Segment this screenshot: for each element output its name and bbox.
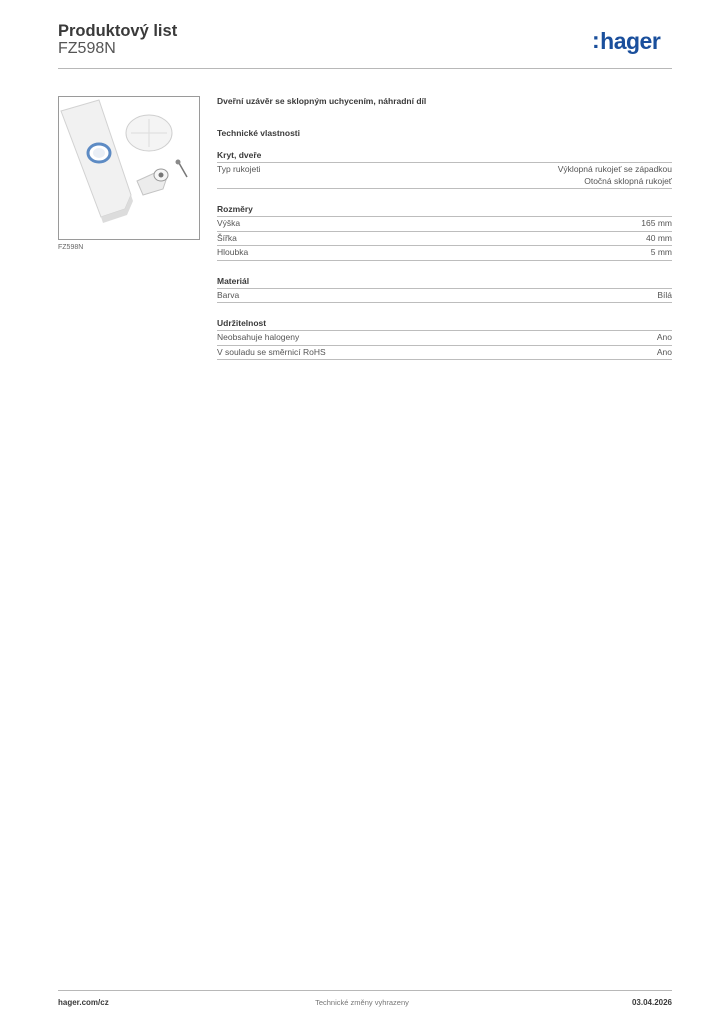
footer-date: 03.04.2026 (631, 998, 672, 1007)
spec-value: Ano (656, 346, 672, 357)
group-title-sustainability: Udržitelnost (217, 317, 672, 331)
spec-value: Bílá (657, 289, 672, 300)
footer-notice: Technické změny vyhrazeny (315, 998, 409, 1007)
page-title: Produktový list (58, 22, 178, 40)
spec-row-color (217, 289, 672, 304)
spec-row-height (217, 217, 672, 232)
spec-row-halogen-free (217, 331, 672, 346)
logo-dots-icon: : (592, 27, 600, 53)
spec-value: 40 mm (646, 232, 672, 243)
logo-text: hager (600, 28, 661, 54)
spec-value: 5 mm (650, 247, 672, 257)
spec-label: Výška (217, 218, 241, 228)
spec-value: Ano (656, 332, 672, 342)
tech-properties-heading: Technické vlastnosti (217, 128, 300, 138)
hager-logo[interactable] (592, 29, 660, 53)
spec-label: Typ rukojeti (217, 164, 261, 174)
spec-value-line: Otočná sklopná rukojeť (584, 175, 672, 186)
group-title-material: Materiál (217, 275, 672, 289)
spec-row-handle-type (217, 163, 672, 189)
spec-label: V souladu se směrnicí RoHS (217, 346, 326, 357)
product-photo-icon (59, 97, 199, 239)
spec-label: Hloubka (217, 247, 249, 257)
product-description: Dveřní uzávěr se sklopným uchycením, náhradní díl (217, 96, 427, 106)
spec-label: Šířka (217, 232, 237, 243)
spec-row-width (217, 232, 672, 247)
spec-content (217, 95, 672, 360)
spec-row-depth (217, 246, 672, 261)
group-title-cover: Kryt, dveře (217, 149, 672, 163)
spec-value (558, 164, 672, 187)
product-image (58, 96, 200, 240)
header-divider (58, 68, 672, 69)
footer-website-link[interactable]: hager.com/cz (58, 998, 109, 1007)
spec-row-rohs (217, 346, 672, 361)
spec-value: 165 mm (641, 218, 672, 228)
image-caption: FZ598N (58, 244, 84, 251)
spec-label: Neobsahuje halogeny (217, 332, 300, 342)
product-code: FZ598N (58, 40, 116, 57)
group-title-dimensions: Rozměry (217, 203, 672, 217)
spec-value-line: Výklopná rukojeť se západkou (557, 164, 672, 174)
spec-label: Barva (217, 289, 240, 300)
footer-divider (58, 990, 672, 991)
